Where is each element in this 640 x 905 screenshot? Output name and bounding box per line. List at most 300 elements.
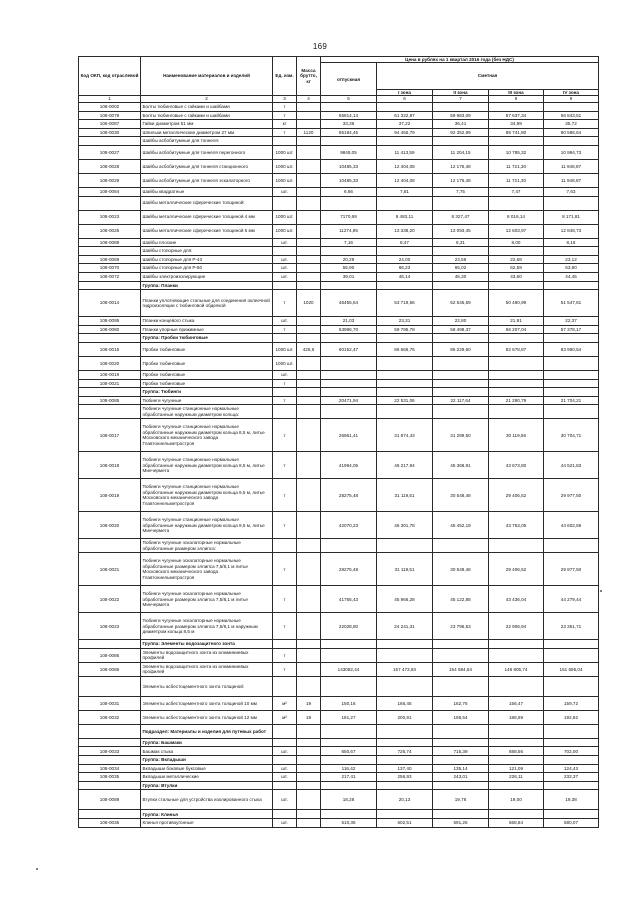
row-name: Группа: Вкладыши — [141, 756, 273, 765]
row-mass — [297, 756, 321, 765]
row-code — [79, 810, 141, 819]
row-code — [79, 281, 141, 290]
row-price-zone-4: 51 547,81 — [544, 290, 599, 317]
row-mass — [297, 479, 321, 512]
row-price-zone-3: 568,84 — [489, 819, 544, 828]
row-price-zone-4: 22,37 — [544, 317, 599, 326]
row-price-zone-2 — [433, 137, 489, 146]
row-unit: т — [273, 452, 297, 479]
row-price-zone-3: 30 119,56 — [489, 419, 544, 452]
row-name: Группа: Втулки — [141, 781, 273, 790]
row-code: 108-0032 — [79, 710, 141, 724]
row-name: Группа: Пробки тюбинговые — [141, 334, 273, 343]
row-code: 108-0014 — [79, 290, 141, 317]
row-name: Элементы водозащитного зонта из алюминиевых профилей — [141, 648, 273, 662]
row-price-zone-1 — [377, 281, 433, 290]
row-price-zone-3: 62,59 — [489, 264, 544, 273]
row-price-zone-4 — [544, 756, 599, 765]
row-price-zone-4: 63,80 — [544, 264, 599, 273]
row-unit — [273, 405, 297, 419]
row-price-zone-3: 34,99 — [489, 120, 544, 129]
row-price-sale — [321, 334, 377, 343]
row-unit: шт. — [273, 819, 297, 828]
row-price-zone-4 — [544, 388, 599, 397]
table-row — [79, 290, 599, 317]
row-name: Втулки стальные для устройства изолированного стыка — [141, 790, 273, 810]
row-name: Гайки диаметром 51 мм — [141, 120, 273, 129]
row-mass — [297, 586, 321, 613]
row-mass — [297, 553, 321, 586]
row-price-zone-2 — [433, 405, 489, 419]
row-price-zone-4 — [544, 137, 599, 146]
row-name: Шайбы асбобитумные для тоннеля перегонного — [141, 145, 273, 159]
row-price-zone-4: 192,82 — [544, 710, 599, 724]
row-mass — [297, 648, 321, 662]
row-name: Тюбинги чугунные станционные нормальные обработанные наружным диаметром кольца 8,5 м, литье Московского механического завода Главтоннельметростроя — [141, 419, 273, 452]
table-group-row — [79, 388, 599, 397]
row-name: Башмак стыкa — [141, 747, 273, 756]
row-price-zone-1: 31 874,43 — [377, 419, 433, 452]
table-row — [79, 159, 599, 173]
row-price-zone-3: 21,91 — [489, 317, 544, 326]
row-unit: шт. — [273, 764, 297, 773]
row-price-zone-3: 11 721,30 — [489, 159, 544, 173]
row-price-zone-2: 7,75 — [433, 187, 489, 196]
row-price-zone-4 — [544, 356, 599, 370]
table-row — [79, 790, 599, 810]
row-price-zone-3 — [489, 676, 544, 696]
row-price-zone-3 — [489, 640, 544, 649]
row-price-zone-2: 11 204,15 — [433, 145, 489, 159]
row-price-zone-2: 12 176,48 — [433, 159, 489, 173]
row-name: Пробки тюбинговые — [141, 342, 273, 356]
row-price-sale — [321, 539, 377, 553]
row-price-zone-1 — [377, 405, 433, 419]
row-price-zone-3 — [489, 781, 544, 790]
row-price-sale: 28275,48 — [321, 553, 377, 586]
table-group-row — [79, 781, 599, 790]
table-row — [79, 317, 599, 326]
row-unit: шт. — [273, 370, 297, 379]
table-row — [79, 479, 599, 512]
row-price-zone-4 — [544, 370, 599, 379]
row-price-zone-3: 29 406,52 — [489, 479, 544, 512]
row-name: Пробки тюбинговые — [141, 356, 273, 370]
row-price-zone-3 — [489, 405, 544, 419]
row-price-zone-1 — [377, 379, 433, 388]
row-name: Шайбы асбобитумные для тоннеля эскалаторного — [141, 173, 273, 187]
row-name: Тюбинги чугунные — [141, 396, 273, 405]
row-unit — [273, 196, 297, 210]
row-price-zone-2: 8 327,47 — [433, 210, 489, 224]
row-name: Шайбы асбобитумные для тоннеля: — [141, 137, 273, 146]
row-unit: 1000 шт. — [273, 224, 297, 238]
row-price-zone-2: 59 983,09 — [433, 111, 489, 120]
row-price-zone-4 — [544, 334, 599, 343]
row-mass — [297, 159, 321, 173]
row-unit: шт. — [273, 272, 297, 281]
row-price-zone-1: 31 119,51 — [377, 553, 433, 586]
row-mass — [297, 224, 321, 238]
row-price-zone-3 — [489, 648, 544, 662]
row-name: Группа: Элементы водозащитного зонта — [141, 640, 273, 649]
row-code: 108-0027 — [79, 145, 141, 159]
row-name: Подраздел: Материалы и изделия для путевых работ — [141, 724, 273, 738]
row-price-zone-1 — [377, 334, 433, 343]
row-price-sale: 7,16 — [321, 238, 377, 247]
row-price-zone-2: 45,30 — [433, 272, 489, 281]
row-name: Болты тюбинговые с гайками и шайбами — [141, 103, 273, 112]
row-price-zone-2 — [433, 356, 489, 370]
row-price-sale: 6,66 — [321, 187, 377, 196]
row-price-zone-1: 24,00 — [377, 255, 433, 264]
table-row — [79, 773, 599, 782]
row-unit: 1000 шт. — [273, 173, 297, 187]
row-name: Тюбинги чугунные станционные нормальные обработанные наружным диаметром кольца: — [141, 405, 273, 419]
row-price-zone-1 — [377, 724, 433, 738]
row-price-zone-3: 19,00 — [489, 790, 544, 810]
row-price-zone-1: 22 531,06 — [377, 396, 433, 405]
row-unit: т — [273, 379, 297, 388]
row-price-zone-1: 8,47 — [377, 238, 433, 247]
row-price-zone-2: 31 289,50 — [433, 419, 489, 452]
row-code: 108-0088 — [79, 238, 141, 247]
row-mass — [297, 819, 321, 828]
row-code — [79, 781, 141, 790]
row-name: Группа: Планки — [141, 281, 273, 290]
row-mass — [297, 196, 321, 210]
row-price-zone-1 — [377, 648, 433, 662]
row-price-zone-1: 61 322,87 — [377, 111, 433, 120]
row-name: Группа: Башмаки — [141, 738, 273, 747]
row-price-zone-4 — [544, 648, 599, 662]
row-unit — [273, 539, 297, 553]
row-price-zone-2 — [433, 334, 489, 343]
table-row — [79, 613, 599, 640]
row-code: 108-0069 — [79, 255, 141, 264]
row-code: 108-0084 — [79, 187, 141, 196]
header-estimate: Сметная — [377, 63, 599, 89]
row-price-zone-1: 59 795,78 — [377, 325, 433, 334]
row-code: 108-0034 — [79, 764, 141, 773]
row-price-zone-1: 46 301,78 — [377, 512, 433, 539]
row-code: 108-0035 — [79, 773, 141, 782]
row-price-zone-2: 154 584,64 — [433, 662, 489, 676]
row-price-sale: 150,16 — [321, 696, 377, 710]
row-price-zone-1: 53 719,56 — [377, 290, 433, 317]
row-price-zone-4: 21 704,21 — [544, 396, 599, 405]
row-price-zone-4: 44 279,44 — [544, 586, 599, 613]
row-price-zone-1: 37,22 — [377, 120, 433, 129]
row-price-sale: 510,36 — [321, 819, 377, 828]
row-unit: шт. — [273, 317, 297, 326]
row-price-zone-3: 43 673,80 — [489, 452, 544, 479]
row-price-zone-1: 602,51 — [377, 819, 433, 828]
row-unit: т — [273, 553, 297, 586]
row-price-zone-4: 30 704,71 — [544, 419, 599, 452]
row-code: 108-0017 — [79, 419, 141, 452]
row-price-zone-4 — [544, 405, 599, 419]
row-price-zone-3: 11 721,30 — [489, 173, 544, 187]
table-row — [79, 452, 599, 479]
row-unit: т — [273, 613, 297, 640]
row-price-zone-4: 580,07 — [544, 819, 599, 828]
header-unit: Ед. изм. — [273, 57, 297, 96]
row-price-sale — [321, 388, 377, 397]
row-name: Тюбинги чугунные станционные нормальные обработанные наружным диаметром кольца 8,5 м, литье Минчерметa — [141, 452, 273, 479]
row-price-sale — [321, 756, 377, 765]
row-name: Планки концевого стыка — [141, 317, 273, 326]
row-unit: шт. — [273, 255, 297, 264]
row-mass — [297, 137, 321, 146]
table-row — [79, 210, 599, 224]
row-price-sale — [321, 196, 377, 210]
row-name: Шайбы электроизолирующие — [141, 272, 273, 281]
row-price-sale: 11274,95 — [321, 224, 377, 238]
scan-speck — [600, 590, 602, 592]
row-price-zone-4: 56 843,51 — [544, 111, 599, 120]
row-code: 108-0020 — [79, 512, 141, 539]
row-unit — [273, 810, 297, 819]
row-price-sale — [321, 640, 377, 649]
row-price-zone-3: 56 207,04 — [489, 325, 544, 334]
row-price-zone-2: 30 548,48 — [433, 553, 489, 586]
header-sale: отпускная — [321, 63, 377, 96]
row-code: 108-0025 — [79, 224, 141, 238]
table-row — [79, 648, 599, 662]
row-price-sale: 20,29 — [321, 255, 377, 264]
table-group-row — [79, 738, 599, 747]
row-mass — [297, 247, 321, 256]
row-price-zone-4: 8 171,81 — [544, 210, 599, 224]
row-price-zone-3: 82 678,87 — [489, 342, 544, 356]
row-mass — [297, 676, 321, 696]
row-price-zone-3 — [489, 196, 544, 210]
row-price-zone-4 — [544, 724, 599, 738]
row-code — [79, 137, 141, 146]
row-name: Шайбы металлические сферические толщиной 5 мм — [141, 224, 273, 238]
row-price-zone-1: 157 473,93 — [377, 662, 433, 676]
row-name: Шайбы плоские — [141, 238, 273, 247]
table-row — [79, 224, 599, 238]
row-code: 108-0002 — [79, 103, 141, 112]
row-mass — [297, 145, 321, 159]
row-mass — [297, 334, 321, 343]
row-code: 108-0022 — [79, 586, 141, 613]
row-name: Планки упорные прижимные — [141, 325, 273, 334]
row-name: Элементы асбестоцементного зонта толщиной: — [141, 676, 273, 696]
table-group-row — [79, 281, 599, 290]
row-code: 108-0086 — [79, 648, 141, 662]
row-price-sale: 9848,05 — [321, 145, 377, 159]
row-mass — [297, 512, 321, 539]
row-unit: шт. — [273, 747, 297, 756]
row-mass — [297, 210, 321, 224]
row-price-zone-4: 159,72 — [544, 696, 599, 710]
row-price-zone-4: 19,38 — [544, 790, 599, 810]
row-price-zone-2: 8,31 — [433, 238, 489, 247]
row-unit — [273, 247, 297, 256]
row-price-zone-4: 23 351,71 — [544, 613, 599, 640]
row-price-zone-4: 11 948,87 — [544, 173, 599, 187]
row-price-zone-2: 243,01 — [433, 773, 489, 782]
table-row — [79, 187, 599, 196]
row-code — [79, 640, 141, 649]
row-price-zone-2: 13 093,45 — [433, 224, 489, 238]
row-price-sale: 26961,41 — [321, 419, 377, 452]
table-row — [79, 264, 599, 273]
row-name: Шайбы металлические сферические толщиной: — [141, 196, 273, 210]
row-code: 108-0086 — [79, 662, 141, 676]
row-code: 108-0018 — [79, 452, 141, 479]
row-price-zone-1: 13 338,20 — [377, 224, 433, 238]
row-code — [79, 405, 141, 419]
row-price-zone-2: 45 452,19 — [433, 512, 489, 539]
row-unit: т — [273, 128, 297, 137]
row-mass — [297, 356, 321, 370]
row-price-sale: 28275,48 — [321, 479, 377, 512]
row-price-sale: 116,42 — [321, 764, 377, 773]
row-unit — [273, 137, 297, 146]
row-price-zone-2: 52 545,59 — [433, 290, 489, 317]
row-price-zone-2: 58 498,37 — [433, 325, 489, 334]
row-price-zone-4: 702,00 — [544, 747, 599, 756]
row-price-zone-2 — [433, 640, 489, 649]
col-number: 4 — [297, 96, 321, 103]
row-price-zone-1: 12 404,08 — [377, 173, 433, 187]
row-price-sale: 650,67 — [321, 747, 377, 756]
table-header — [79, 57, 599, 103]
row-unit — [273, 781, 297, 790]
row-name: Элементы асбестоцементного зонта толщиной 12 мм — [141, 710, 273, 724]
table-row — [79, 662, 599, 676]
row-price-sale: 181,27 — [321, 710, 377, 724]
row-unit: т — [273, 586, 297, 613]
price-table — [78, 56, 599, 828]
row-price-sale: 18,28 — [321, 790, 377, 810]
row-price-zone-1 — [377, 640, 433, 649]
row-name: Вкладыши боковые буксовые — [141, 764, 273, 773]
row-price-zone-3 — [489, 137, 544, 146]
row-price-sale — [321, 781, 377, 790]
row-mass — [297, 388, 321, 397]
row-price-zone-2: 36,41 — [433, 120, 489, 129]
row-price-zone-4 — [544, 738, 599, 747]
col-number: 3 — [273, 96, 297, 103]
row-price-zone-4: 124,43 — [544, 764, 599, 773]
row-price-zone-4 — [544, 196, 599, 210]
row-name: Болты тюбинговые с гайками и шайбами — [141, 111, 273, 120]
row-price-sale: 53996,70 — [321, 325, 377, 334]
table-row — [79, 764, 599, 773]
row-unit — [273, 281, 297, 290]
row-price-zone-1: 256,93 — [377, 773, 433, 782]
row-code: 108-0028 — [79, 159, 141, 173]
row-price-zone-4: 35,72 — [544, 120, 599, 129]
row-price-zone-4: 83 990,54 — [544, 342, 599, 356]
row-name: Тюбинги чугунные эскалаторные нормальные обработанные размером эллипса: — [141, 539, 273, 553]
row-code: 108-0036 — [79, 819, 141, 828]
row-price-sale — [321, 738, 377, 747]
row-mass — [297, 187, 321, 196]
row-price-zone-3 — [489, 247, 544, 256]
row-code: 108-0031 — [79, 696, 141, 710]
row-mass — [297, 325, 321, 334]
row-price-sale — [321, 379, 377, 388]
row-mass — [297, 419, 321, 452]
row-price-sale: 20471,94 — [321, 396, 377, 405]
row-price-zone-4: 90 586,64 — [544, 128, 599, 137]
row-price-zone-1: 46 217,94 — [377, 452, 433, 479]
row-price-zone-2: 65,02 — [433, 264, 489, 273]
row-code: 108-0070 — [79, 264, 141, 273]
row-mass: 1020 — [297, 290, 321, 317]
table-row — [79, 342, 599, 356]
row-code: 108-0079 — [79, 111, 141, 120]
row-unit: шт. — [273, 187, 297, 196]
row-price-zone-4: 44 521,83 — [544, 452, 599, 479]
row-mass — [297, 738, 321, 747]
header-name: Наименование материалов и изделий — [141, 57, 273, 96]
row-price-zone-2: 45 122,88 — [433, 586, 489, 613]
table-row — [79, 128, 599, 137]
row-price-zone-3 — [489, 724, 544, 738]
table-row — [79, 356, 599, 370]
row-name: Шайбы металлические сферические толщиной 4 мм — [141, 210, 273, 224]
row-price-zone-2: 591,26 — [433, 819, 489, 828]
row-unit: т — [273, 111, 297, 120]
row-code: 108-0085 — [79, 396, 141, 405]
row-price-sale: 39,01 — [321, 272, 377, 281]
row-price-zone-2: 22,80 — [433, 317, 489, 326]
header-zone-1: I зона — [377, 89, 433, 95]
row-code: 108-0020 — [79, 356, 141, 370]
row-code: 108-0019 — [79, 479, 141, 512]
row-price-zone-3 — [489, 370, 544, 379]
table-row — [79, 396, 599, 405]
row-mass — [297, 539, 321, 553]
row-unit — [273, 738, 297, 747]
row-price-zone-2 — [433, 756, 489, 765]
row-price-zone-1: 7,81 — [377, 187, 433, 196]
row-unit: 1000 шт. — [273, 356, 297, 370]
row-name: Пробки тюбинговые — [141, 379, 273, 388]
row-price-zone-3 — [489, 388, 544, 397]
row-mass — [297, 724, 321, 738]
row-unit: кг — [273, 120, 297, 129]
row-price-zone-1: 31 119,51 — [377, 479, 433, 512]
table-group-row — [79, 724, 599, 738]
row-price-zone-3 — [489, 810, 544, 819]
row-price-sale — [321, 370, 377, 379]
table-row — [79, 325, 599, 334]
col-number: 2 — [141, 96, 273, 103]
col-number: 7 — [433, 96, 489, 103]
row-price-zone-3: 88 741,80 — [489, 128, 544, 137]
row-price-zone-1: 46,14 — [377, 272, 433, 281]
row-code: 108-0080 — [79, 325, 141, 334]
row-price-zone-2 — [433, 379, 489, 388]
row-price-zone-2 — [433, 103, 489, 112]
row-price-zone-1 — [377, 756, 433, 765]
header-zone-2: II зона — [433, 89, 489, 95]
row-price-zone-4 — [544, 103, 599, 112]
table-row — [79, 103, 599, 112]
row-mass — [297, 452, 321, 479]
row-name: Тюбинги чугунные эскалаторные нормальные обработанные размером эллипса 7,5/8,1 м литье Московского механического завода Главтоннельметростроя — [141, 553, 273, 586]
header-mass: Масса брутто, кг — [297, 57, 321, 96]
row-code — [79, 724, 141, 738]
